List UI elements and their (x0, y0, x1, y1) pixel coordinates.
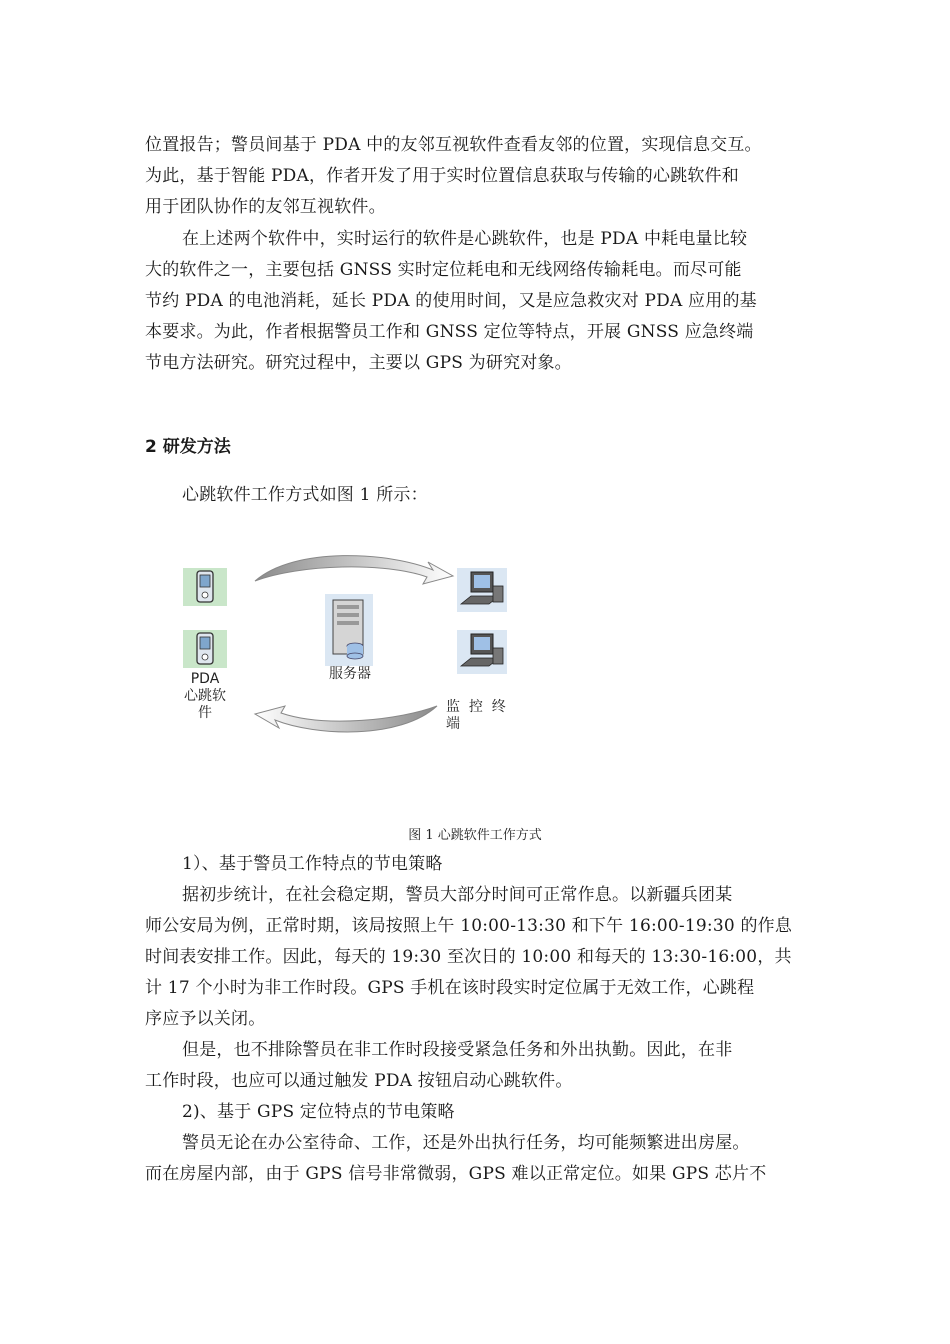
text-line: 在上述两个软件中，实时运行的软件是心跳软件，也是 PDA 中耗电量比较 (182, 229, 748, 249)
text-line: 师公安局为例，正常时期，该局按照上午 10:00-13:30 和下午 16:00-19:30 的作息 (145, 916, 793, 936)
text-line: 本要求。为此，作者根据警员工作和 GNSS 定位等特点，开展 GNSS 应急终端 (145, 322, 754, 342)
pda-label-line: 心跳软 (184, 688, 226, 704)
monitor-label-line: 端 (446, 716, 460, 732)
text-line: 计 17 个小时为非工作时段。GPS 手机在该时段实时定位属于无效工作，心跳程 (145, 978, 755, 998)
text-line: 警员无论在办公室待命、工作，还是外出执行任务，均可能频繁进出房屋。 (182, 1133, 750, 1153)
pda-label-line: 件 (198, 705, 212, 721)
text-line: 据初步统计，在社会稳定期，警员大部分时间可正常作息。以新疆兵团某 (182, 885, 733, 905)
text-line: 为此，基于智能 PDA，作者开发了用于实时位置信息获取与传输的心跳软件和 (145, 166, 739, 186)
pda-device-icon (183, 568, 227, 606)
intro-paragraph (145, 130, 825, 223)
text-line: 大的软件之一，主要包括 GNSS 实时定位耗电和无线网络传输耗电。而尽可能 (145, 260, 742, 280)
text-line: 但是，也不排除警员在非工作时段接受紧急任务和外出执勤。因此，在非 (182, 1040, 733, 1060)
pda-device-icon (183, 630, 227, 668)
text-line: 工作时段，也应可以通过触发 PDA 按钮启动心跳软件。 (145, 1071, 573, 1091)
pda-label (175, 671, 235, 722)
item1-section (145, 849, 825, 1190)
text-line: 节电方法研究。研究过程中，主要以 GPS 为研究对象。 (145, 353, 572, 373)
text-line: 用于团队协作的友邻互视软件。 (145, 197, 386, 217)
power-consumption-paragraph (145, 224, 825, 379)
text-line: 而在房屋内部，由于 GPS 信号非常微弱，GPS 难以正常定位。如果 GPS 芯片不 (145, 1164, 767, 1184)
text-line: 序应予以关闭。 (145, 1009, 266, 1029)
monitor-label-line: 监 控 终 (446, 699, 506, 715)
upload-arrow (255, 556, 453, 584)
text-line: 时间表安排工作。因此，每天的 19:30 至次日的 10:00 和每天的 13:30-16:00，共 (145, 947, 792, 967)
figure-caption: 图 1 心跳软件工作方式 (408, 828, 542, 843)
section-heading: 2 研发方法 (145, 437, 231, 457)
monitor-terminal-icon (457, 630, 507, 674)
download-arrow (255, 706, 437, 732)
pda-label-line: PDA (190, 671, 220, 687)
item1-title: 1）、基于警员工作特点的节电策略 (182, 854, 443, 874)
heartbeat-diagram (175, 548, 535, 748)
text-line: 位置报告；警员间基于 PDA 中的友邻互视软件查看友邻的位置，实现信息交互。 (145, 135, 762, 155)
monitor-terminal-icon (457, 568, 507, 612)
item2-title: 2)、基于 GPS 定位特点的节电策略 (182, 1102, 455, 1122)
monitor-label (446, 699, 516, 733)
server-label: 服务器 (329, 666, 371, 682)
text-line: 节约 PDA 的电池消耗，延长 PDA 的使用时间，又是应急救灾对 PDA 应用的基 (145, 291, 757, 311)
server-icon (325, 594, 373, 666)
text-line: 心跳软件工作方式如图 1 所示： (182, 485, 428, 505)
figure-intro (145, 480, 825, 511)
